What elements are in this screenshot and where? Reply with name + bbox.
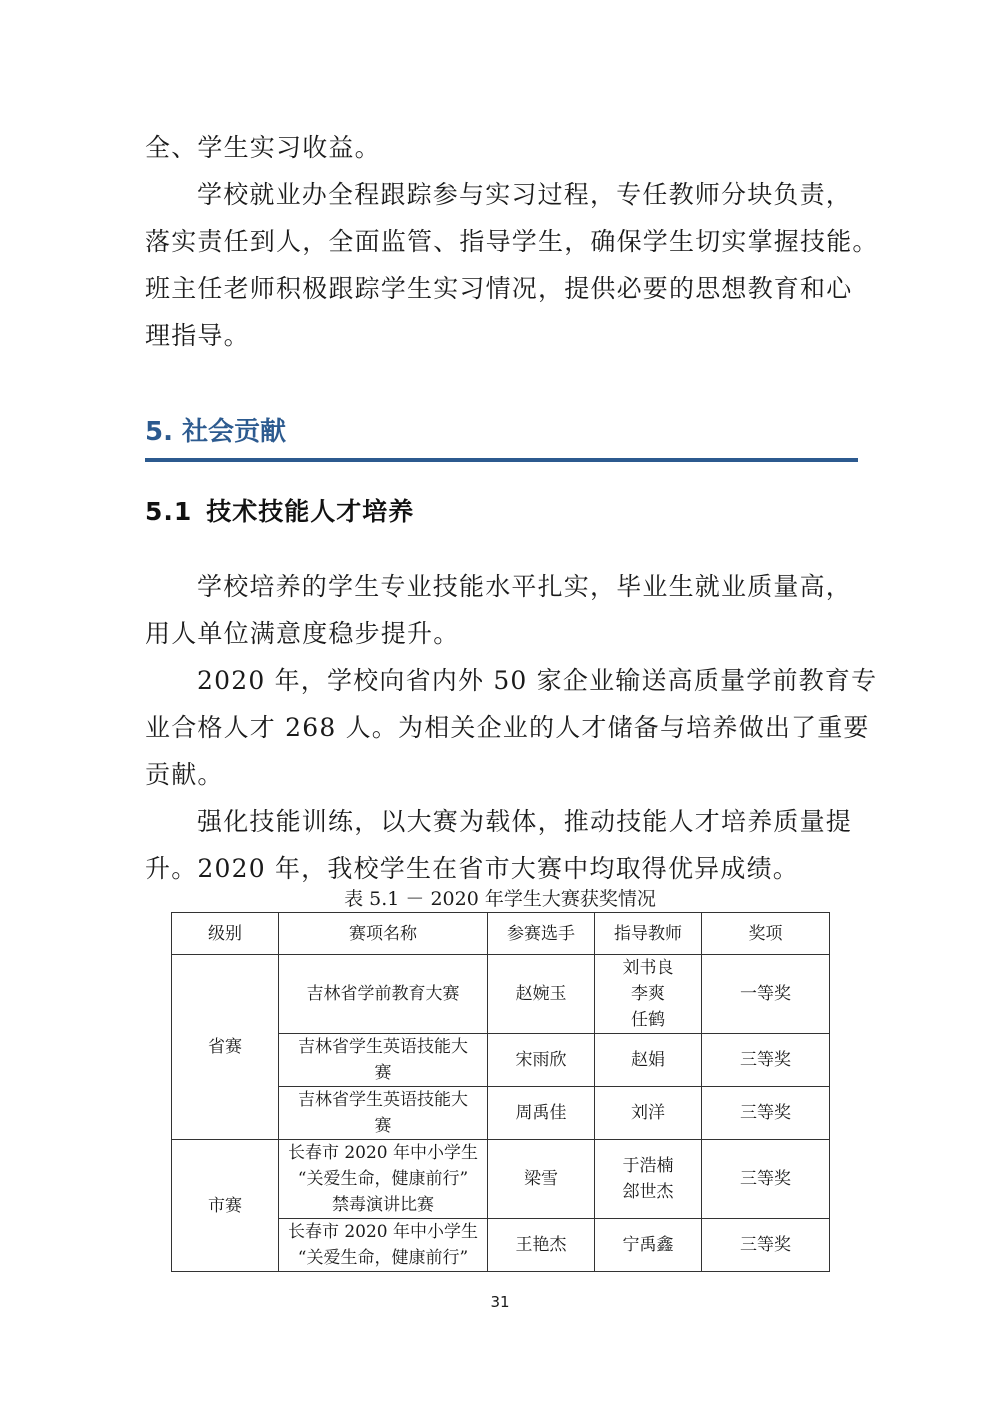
text-line: 全、学生实习收益。 xyxy=(145,133,381,162)
header-level: 级别 xyxy=(172,913,279,955)
event-line: 禁毒演讲比赛 xyxy=(332,1195,434,1215)
text-line: 升。2020 年，我校学生在省市大赛中均取得优异成绩。 xyxy=(145,854,799,883)
text-line: 班主任老师积极跟踪学生实习情况，提供必要的思想教育和心 xyxy=(145,274,853,303)
table-row xyxy=(172,1140,830,1219)
header-teacher: 指导教师 xyxy=(595,913,702,955)
body-paragraph-internship xyxy=(145,171,879,359)
text-line: 理指导。 xyxy=(145,321,250,350)
section-divider xyxy=(145,458,858,462)
student-cell: 周禹佳 xyxy=(488,1087,595,1140)
student-cell: 梁雪 xyxy=(488,1140,595,1219)
subsection-number: 5.1 xyxy=(145,497,193,526)
teacher-name: 于浩楠 xyxy=(622,1156,674,1176)
event-cell xyxy=(279,1219,488,1272)
teacher-cell xyxy=(595,1034,702,1087)
event-line: 长春市 2020 年中小学生 xyxy=(287,1222,479,1242)
teacher-name: 赵娟 xyxy=(631,1050,665,1070)
awards-table xyxy=(171,912,830,1272)
student-cell: 宋雨欣 xyxy=(488,1034,595,1087)
teacher-name: 刘洋 xyxy=(631,1103,665,1123)
text-line: 贡献。 xyxy=(145,760,224,789)
award-cell: 三等奖 xyxy=(702,1140,830,1219)
teacher-cell xyxy=(595,1140,702,1219)
subsection-heading xyxy=(145,492,414,532)
text-line: 2020 年，学校向省内外 50 家企业输送高质量学前教育专 xyxy=(197,666,878,695)
teacher-cell xyxy=(595,1219,702,1272)
event-line: “关爱生命，健康前行” xyxy=(297,1248,469,1268)
level-cell: 省赛 xyxy=(172,955,279,1140)
teacher-name: 郐世杰 xyxy=(622,1182,674,1202)
event-line: 长春市 2020 年中小学生 xyxy=(287,1143,479,1163)
body-paragraph-talent xyxy=(145,657,878,798)
text-line: 落实责任到人，全面监管、指导学生，确保学生切实掌握技能。 xyxy=(145,227,879,256)
teacher-name: 刘书良 xyxy=(622,958,674,978)
event-cell xyxy=(279,1140,488,1219)
section-heading: 5. 社会贡献 xyxy=(145,417,287,447)
student-cell: 赵婉玉 xyxy=(488,955,595,1034)
event-cell xyxy=(279,955,488,1034)
teacher-name: 宁禹鑫 xyxy=(622,1235,674,1255)
event-line: 吉林省学生英语技能大 xyxy=(298,1090,468,1110)
body-paragraph-competition xyxy=(145,798,860,892)
event-line: 吉林省学生英语技能大 xyxy=(298,1037,468,1057)
event-line: 赛 xyxy=(374,1116,392,1136)
header-award: 奖项 xyxy=(702,913,830,955)
event-cell xyxy=(279,1034,488,1087)
teacher-name: 李爽 xyxy=(631,984,665,1004)
text-line: 用人单位满意度稳步提升。 xyxy=(145,619,460,648)
award-cell: 三等奖 xyxy=(702,1087,830,1140)
header-event: 赛项名称 xyxy=(279,913,488,955)
event-line: 赛 xyxy=(374,1063,392,1083)
table-row xyxy=(172,955,830,1034)
teacher-cell xyxy=(595,955,702,1034)
student-cell: 王艳杰 xyxy=(488,1219,595,1272)
event-line: “关爱生命，健康前行” xyxy=(297,1169,469,1189)
table-caption: 表 5.1 － 2020 年学生大赛获奖情况 xyxy=(344,888,656,910)
award-cell: 三等奖 xyxy=(702,1219,830,1272)
header-student: 参赛选手 xyxy=(488,913,595,955)
text-line: 强化技能训练，以大赛为载体，推动技能人才培养质量提 xyxy=(197,807,853,836)
text-line: 业合格人才 268 人。为相关企业的人才储备与培养做出了重要 xyxy=(145,713,870,742)
event-cell xyxy=(279,1087,488,1140)
teacher-cell xyxy=(595,1087,702,1140)
event-line: 吉林省学前教育大赛 xyxy=(306,984,460,1004)
award-cell: 一等奖 xyxy=(702,955,830,1034)
teacher-name: 任鹤 xyxy=(631,1010,665,1030)
page-number: 31 xyxy=(490,1293,510,1311)
body-paragraph-continuation xyxy=(145,124,860,171)
body-paragraph-quality xyxy=(145,563,860,657)
text-line: 学校就业办全程跟踪参与实习过程，专任教师分块负责， xyxy=(197,180,853,209)
subsection-title: 技术技能人才培养 xyxy=(206,497,415,526)
award-cell: 三等奖 xyxy=(702,1034,830,1087)
text-line: 学校培养的学生专业技能水平扎实，毕业生就业质量高， xyxy=(197,572,853,601)
table-header-row xyxy=(172,913,830,955)
level-cell: 市赛 xyxy=(172,1140,279,1272)
